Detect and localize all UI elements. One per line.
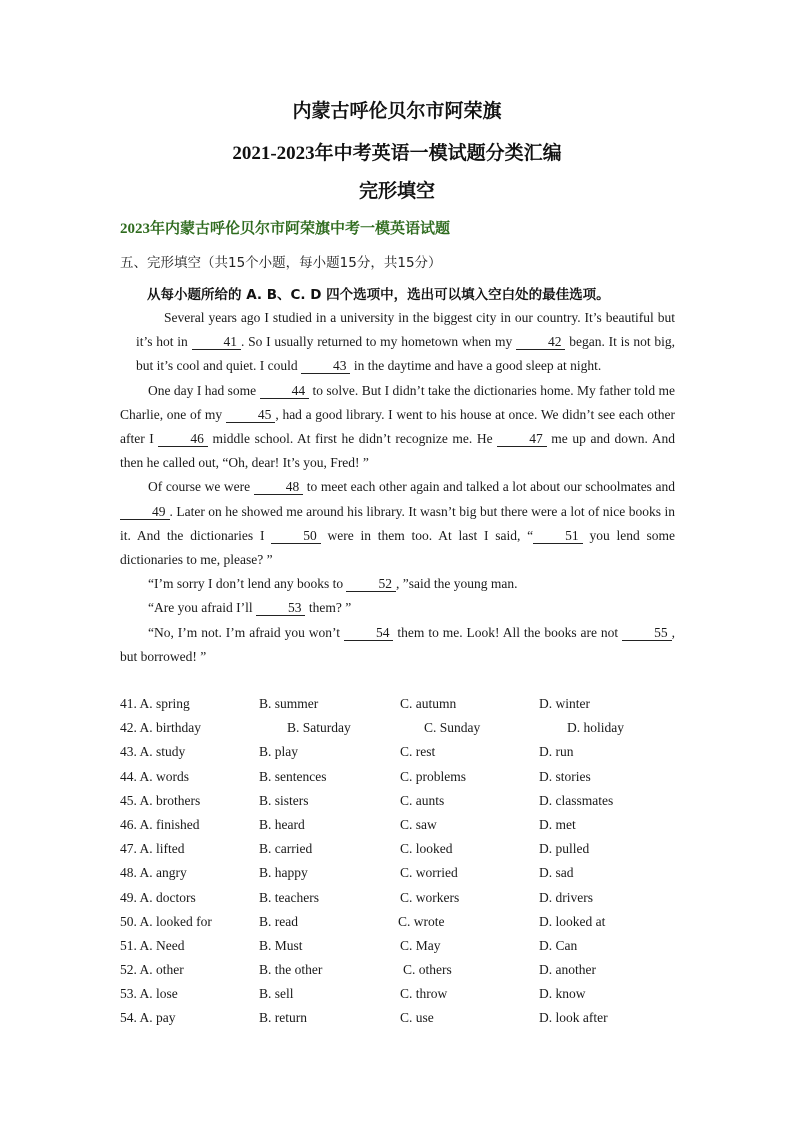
- option-c: C. autumn: [400, 696, 457, 711]
- option-b: B. Saturday: [287, 720, 351, 736]
- blank-43: 43: [301, 359, 351, 374]
- passage-text: you lend some dictionaries to me, please? ”: [120, 527, 675, 568]
- passage-text: One day I had some: [148, 382, 260, 398]
- option-a: 53. A. lose: [120, 986, 178, 1002]
- blank-48: 48: [254, 480, 304, 495]
- blank-41: 41: [192, 335, 242, 350]
- passage-text: . So I usually returned to my hometown when my: [241, 334, 516, 350]
- option-c: C. wrote: [398, 913, 445, 929]
- option-row: [120, 789, 720, 813]
- option-d: D. met: [539, 816, 576, 832]
- option-b: B. the other: [259, 962, 323, 978]
- option-d: D. another: [539, 962, 596, 978]
- blank-46: 46: [158, 432, 208, 447]
- doc-title-region: 内蒙古呼伦贝尔市阿荣旗: [292, 101, 502, 122]
- option-a: 54. A. pay: [120, 1010, 176, 1026]
- option-c: C. problems: [400, 768, 466, 784]
- option-d: D. know: [539, 986, 586, 1002]
- passage-paragraph-6: [120, 621, 675, 669]
- passage-text: to solve. But I didn’t take the dictionaries home. My father told me Charlie, one of my: [120, 382, 675, 422]
- passage-text: them? ”: [305, 600, 352, 616]
- option-c: C. workers: [400, 889, 460, 905]
- passage-paragraph-1: [136, 306, 675, 379]
- passage-text: “Are you afraid I’ll: [148, 600, 256, 616]
- option-row: [120, 716, 720, 740]
- option-row: [120, 813, 720, 837]
- passage-text: , but borrowed! ”: [120, 624, 675, 664]
- passage-text: in the daytime and have a good sleep at night.: [350, 358, 602, 374]
- passage-paragraph-3: [120, 475, 675, 572]
- option-b: B. play: [259, 744, 298, 760]
- exam-title: 2023年内蒙古呼伦贝尔市阿荣旗中考一模英语试题: [120, 221, 451, 237]
- passage-text: were in them too. At last I said, “: [320, 527, 534, 543]
- option-b: B. return: [259, 1010, 307, 1026]
- option-d: D. sad: [539, 865, 574, 881]
- option-d: D. stories: [539, 768, 591, 784]
- option-a: 47. A. lifted: [120, 841, 185, 857]
- option-b: B. Must: [259, 937, 303, 953]
- passage-text: , ”said the young man.: [395, 576, 518, 592]
- blank-55: 55: [622, 626, 672, 641]
- blank-47: 47: [497, 432, 547, 447]
- blank-42: 42: [516, 335, 566, 350]
- passage-text: , had a good library. I went to his house at once. We didn’t see each other after I: [120, 406, 675, 447]
- option-a: 42. A. birthday: [120, 720, 201, 736]
- option-b: B. summer: [259, 696, 319, 711]
- passage-text: “No, I’m not. I’m afraid you won’t: [148, 624, 344, 640]
- option-c: C. Sunday: [424, 720, 481, 736]
- option-c: C. rest: [400, 744, 436, 760]
- passage-text: began. It is not big, but it’s cool and quiet. I could: [136, 334, 675, 374]
- passage-text: “I’m sorry I don’t lend any books to: [148, 576, 347, 592]
- passage-paragraph-2: [120, 379, 675, 476]
- option-row: [120, 934, 720, 958]
- option-row: [120, 765, 720, 789]
- option-b: B. sentences: [259, 768, 327, 784]
- option-row: [120, 861, 720, 885]
- option-d: D. Can: [539, 937, 578, 953]
- option-c: C. worried: [400, 865, 458, 881]
- option-a: 45. A. brothers: [120, 792, 201, 808]
- passage-paragraph-5: [120, 596, 675, 620]
- option-b: B. happy: [259, 865, 308, 881]
- option-a: 46. A. finished: [120, 816, 200, 832]
- passage: [120, 306, 675, 669]
- option-row: [120, 1006, 720, 1030]
- option-c: C. throw: [400, 986, 448, 1002]
- option-d: D. classmates: [539, 792, 614, 808]
- option-c: C. looked: [400, 841, 453, 857]
- option-d: D. drivers: [539, 889, 593, 905]
- option-b: B. carried: [259, 841, 313, 857]
- option-c: C. saw: [400, 816, 437, 832]
- blank-45: 45: [226, 408, 276, 423]
- option-a: 41. A. spring: [120, 696, 190, 711]
- option-d: D. pulled: [539, 841, 590, 857]
- option-row: [120, 910, 720, 934]
- option-d: D. look after: [539, 1010, 608, 1026]
- blank-44: 44: [260, 384, 310, 399]
- option-row: [120, 982, 720, 1006]
- passage-paragraph-4: [120, 572, 675, 596]
- option-a: 50. A. looked for: [120, 913, 212, 929]
- blank-53: 53: [256, 601, 306, 616]
- option-row: [120, 958, 720, 982]
- passage-text: middle school. At first he didn’t recognize me. He: [207, 431, 498, 447]
- option-a: 52. A. other: [120, 962, 184, 978]
- doc-title-main: 2021-2023年中考英语一模试题分类汇编: [232, 143, 562, 164]
- passage-text: Several years ago I studied in a university in the biggest city in our country. It’s beautiful but it’s hot in: [136, 310, 675, 350]
- option-b: B. sisters: [259, 792, 309, 808]
- option-a: 44. A. words: [120, 768, 190, 784]
- option-c: C. use: [400, 1010, 434, 1026]
- passage-text: . Later on he showed me around his library. It wasn’t big but there were a lot of nice books in it. And the dictionaries I: [120, 503, 675, 543]
- blank-52: 52: [346, 577, 396, 592]
- option-c: C. aunts: [400, 792, 445, 808]
- option-a: 43. A. study: [120, 744, 186, 760]
- option-a: 51. A. Need: [120, 937, 185, 953]
- passage-text: Of course we were: [148, 479, 254, 495]
- option-row: [120, 886, 720, 910]
- blank-54: 54: [344, 626, 394, 641]
- option-d: D. winter: [539, 696, 590, 711]
- option-d: D. holiday: [567, 720, 624, 736]
- passage-text: to meet each other again and talked a lot about our schoolmates and: [303, 479, 676, 495]
- section-heading: 五、完形填空（共15个小题，每小题15分，共15分）: [120, 255, 442, 271]
- doc-title-topic: 完形填空: [358, 181, 435, 202]
- option-a: 48. A. angry: [120, 865, 187, 881]
- option-b: B. sell: [259, 986, 294, 1002]
- option-c: C. May: [400, 937, 441, 953]
- options-list: [120, 692, 720, 1031]
- blank-49: 49: [120, 505, 170, 520]
- option-b: B. read: [259, 913, 298, 929]
- option-b: B. teachers: [259, 889, 319, 905]
- option-row: [120, 740, 720, 764]
- blank-50: 50: [271, 529, 321, 544]
- instruction: 从每小题所给的 A. B、C. D 四个选项中，选出可以填入空白处的最佳选项。: [147, 287, 610, 303]
- passage-text: me up and down. And then he called out, “Oh, dear! It’s you, Fred! ”: [120, 431, 675, 471]
- passage-text: them to me. Look! All the books are not: [393, 624, 623, 640]
- option-a: 49. A. doctors: [120, 889, 196, 905]
- option-row: [120, 692, 720, 716]
- option-d: D. looked at: [539, 913, 606, 929]
- blank-51: 51: [533, 529, 583, 544]
- option-b: B. heard: [259, 816, 305, 832]
- option-d: D. run: [539, 744, 574, 760]
- option-row: [120, 837, 720, 861]
- option-c: C. others: [403, 962, 452, 978]
